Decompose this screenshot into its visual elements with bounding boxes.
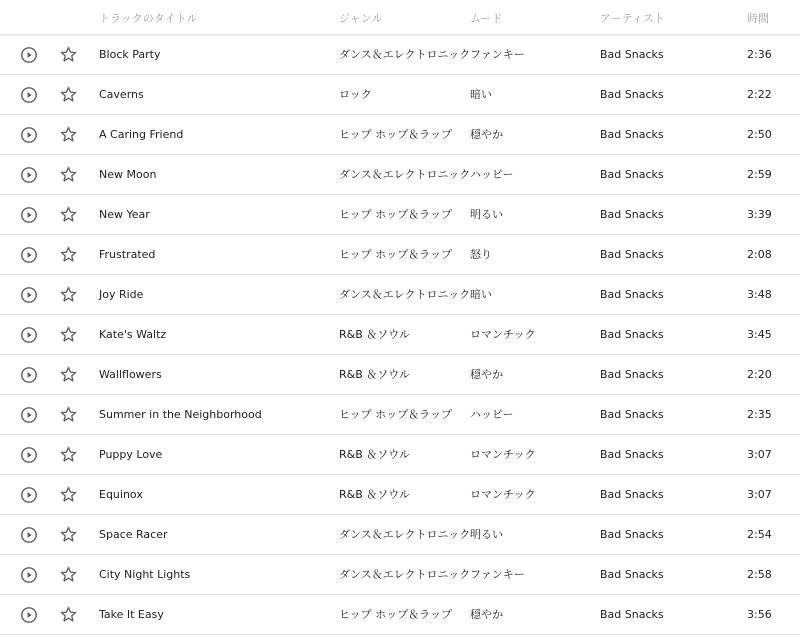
track-title: Summer in the Neighborhood — [99, 408, 262, 421]
track-title: Equinox — [99, 488, 143, 501]
track-artist[interactable]: Bad Snacks — [600, 448, 664, 461]
track-row[interactable] — [0, 115, 800, 155]
track-duration: 2:59 — [747, 168, 772, 181]
track-genre: ヒップ ホップ＆ラップ — [339, 408, 452, 421]
track-artist[interactable]: Bad Snacks — [600, 248, 664, 261]
track-mood: 怒り — [470, 248, 492, 261]
track-artist[interactable]: Bad Snacks — [600, 408, 664, 421]
track-title: Joy Ride — [99, 288, 144, 301]
track-genre: ヒップ ホップ＆ラップ — [339, 208, 452, 221]
track-genre: ヒップ ホップ＆ラップ — [339, 608, 452, 621]
track-genre: R&B ＆ソウル — [339, 368, 410, 381]
track-duration: 2:58 — [747, 568, 772, 581]
track-row[interactable] — [0, 475, 800, 515]
play-icon[interactable] — [20, 526, 38, 544]
track-genre: ロック — [339, 88, 372, 101]
track-mood: ハッピー — [470, 168, 514, 181]
column-header-mood[interactable]: ムード — [470, 12, 503, 25]
track-artist[interactable]: Bad Snacks — [600, 128, 664, 141]
track-title: Caverns — [99, 88, 144, 101]
track-duration: 3:48 — [747, 288, 772, 301]
play-icon[interactable] — [20, 286, 38, 304]
track-mood: ロマンチック — [470, 328, 536, 341]
track-duration: 2:36 — [747, 48, 772, 61]
star-icon[interactable] — [59, 325, 78, 344]
track-genre: ダンス＆エレクトロニック — [339, 168, 471, 181]
track-duration: 3:39 — [747, 208, 772, 221]
track-mood: 穏やか — [470, 368, 503, 381]
track-genre: ダンス＆エレクトロニック — [339, 528, 471, 541]
track-artist[interactable]: Bad Snacks — [600, 288, 664, 301]
play-icon[interactable] — [20, 486, 38, 504]
star-icon[interactable] — [59, 605, 78, 624]
track-row[interactable] — [0, 395, 800, 435]
track-duration: 2:08 — [747, 248, 772, 261]
track-mood: 暗い — [470, 288, 492, 301]
table-header — [0, 0, 800, 35]
track-duration: 3:56 — [747, 608, 772, 621]
track-mood: ロマンチック — [470, 488, 536, 501]
play-icon[interactable] — [20, 446, 38, 464]
track-list — [0, 35, 800, 635]
track-duration: 3:07 — [747, 448, 772, 461]
star-icon[interactable] — [59, 485, 78, 504]
track-duration: 3:45 — [747, 328, 772, 341]
track-title: Space Racer — [99, 528, 168, 541]
track-artist[interactable]: Bad Snacks — [600, 528, 664, 541]
star-icon[interactable] — [59, 205, 78, 224]
track-duration: 2:50 — [747, 128, 772, 141]
track-mood: ハッピー — [470, 408, 514, 421]
track-artist[interactable]: Bad Snacks — [600, 48, 664, 61]
column-header-title[interactable]: トラックのタイトル — [99, 12, 198, 25]
star-icon[interactable] — [59, 285, 78, 304]
track-row[interactable] — [0, 195, 800, 235]
track-row[interactable] — [0, 515, 800, 555]
play-icon[interactable] — [20, 206, 38, 224]
star-icon[interactable] — [59, 405, 78, 424]
track-mood: 穏やか — [470, 608, 503, 621]
track-title: A Caring Friend — [99, 128, 184, 141]
track-row[interactable] — [0, 35, 800, 75]
star-icon[interactable] — [59, 125, 78, 144]
star-icon[interactable] — [59, 245, 78, 264]
track-mood: 明るい — [470, 208, 503, 221]
play-icon[interactable] — [20, 326, 38, 344]
track-title: New Moon — [99, 168, 157, 181]
column-header-genre[interactable]: ジャンル — [339, 12, 383, 25]
track-genre: ダンス＆エレクトロニック — [339, 288, 471, 301]
track-row[interactable] — [0, 595, 800, 635]
track-duration: 3:07 — [747, 488, 772, 501]
track-genre: R&B ＆ソウル — [339, 328, 410, 341]
star-icon[interactable] — [59, 525, 78, 544]
track-duration: 2:35 — [747, 408, 772, 421]
star-icon[interactable] — [59, 445, 78, 464]
track-mood: ロマンチック — [470, 448, 536, 461]
track-row[interactable] — [0, 355, 800, 395]
star-icon[interactable] — [59, 365, 78, 384]
track-genre: ダンス＆エレクトロニック — [339, 48, 471, 61]
track-artist[interactable]: Bad Snacks — [600, 368, 664, 381]
track-row[interactable] — [0, 435, 800, 475]
play-icon[interactable] — [20, 166, 38, 184]
track-genre: R&B ＆ソウル — [339, 488, 410, 501]
track-title: Puppy Love — [99, 448, 163, 461]
track-duration: 2:20 — [747, 368, 772, 381]
track-mood: 明るい — [470, 528, 503, 541]
track-genre: R&B ＆ソウル — [339, 448, 410, 461]
track-artist[interactable]: Bad Snacks — [600, 328, 664, 341]
column-header-duration[interactable]: 時間 — [747, 12, 769, 25]
track-mood: ファンキー — [470, 48, 525, 61]
track-row[interactable] — [0, 155, 800, 195]
play-icon[interactable] — [20, 566, 38, 584]
star-icon[interactable] — [59, 85, 78, 104]
track-title: Block Party — [99, 48, 161, 61]
track-genre: ヒップ ホップ＆ラップ — [339, 128, 452, 141]
star-icon[interactable] — [59, 565, 78, 584]
track-row[interactable] — [0, 315, 800, 355]
track-title: City Night Lights — [99, 568, 191, 581]
play-icon[interactable] — [20, 86, 38, 104]
track-artist[interactable]: Bad Snacks — [600, 568, 664, 581]
track-mood: ファンキー — [470, 568, 525, 581]
track-genre: ダンス＆エレクトロニック — [339, 568, 471, 581]
star-icon[interactable] — [59, 165, 78, 184]
track-row[interactable] — [0, 555, 800, 595]
play-icon[interactable] — [20, 406, 38, 424]
track-title: Kate's Waltz — [99, 328, 167, 341]
track-artist[interactable]: Bad Snacks — [600, 168, 664, 181]
track-genre: ヒップ ホップ＆ラップ — [339, 248, 452, 261]
track-row[interactable] — [0, 235, 800, 275]
play-icon[interactable] — [20, 246, 38, 264]
track-title: Take It Easy — [99, 608, 164, 621]
star-icon[interactable] — [59, 45, 78, 64]
track-artist[interactable]: Bad Snacks — [600, 88, 664, 101]
play-icon[interactable] — [20, 126, 38, 144]
track-artist[interactable]: Bad Snacks — [600, 208, 664, 221]
column-header-artist[interactable]: アーティスト — [600, 12, 665, 25]
track-duration: 2:54 — [747, 528, 772, 541]
track-mood: 穏やか — [470, 128, 503, 141]
track-title: New Year — [99, 208, 150, 221]
track-title: Frustrated — [99, 248, 156, 261]
track-title: Wallflowers — [99, 368, 162, 381]
track-row[interactable] — [0, 275, 800, 315]
track-duration: 2:22 — [747, 88, 772, 101]
track-row[interactable] — [0, 75, 800, 115]
play-icon[interactable] — [20, 46, 38, 64]
play-icon[interactable] — [20, 366, 38, 384]
track-artist[interactable]: Bad Snacks — [600, 488, 664, 501]
track-mood: 暗い — [470, 88, 492, 101]
track-artist[interactable]: Bad Snacks — [600, 608, 664, 621]
play-icon[interactable] — [20, 606, 38, 624]
